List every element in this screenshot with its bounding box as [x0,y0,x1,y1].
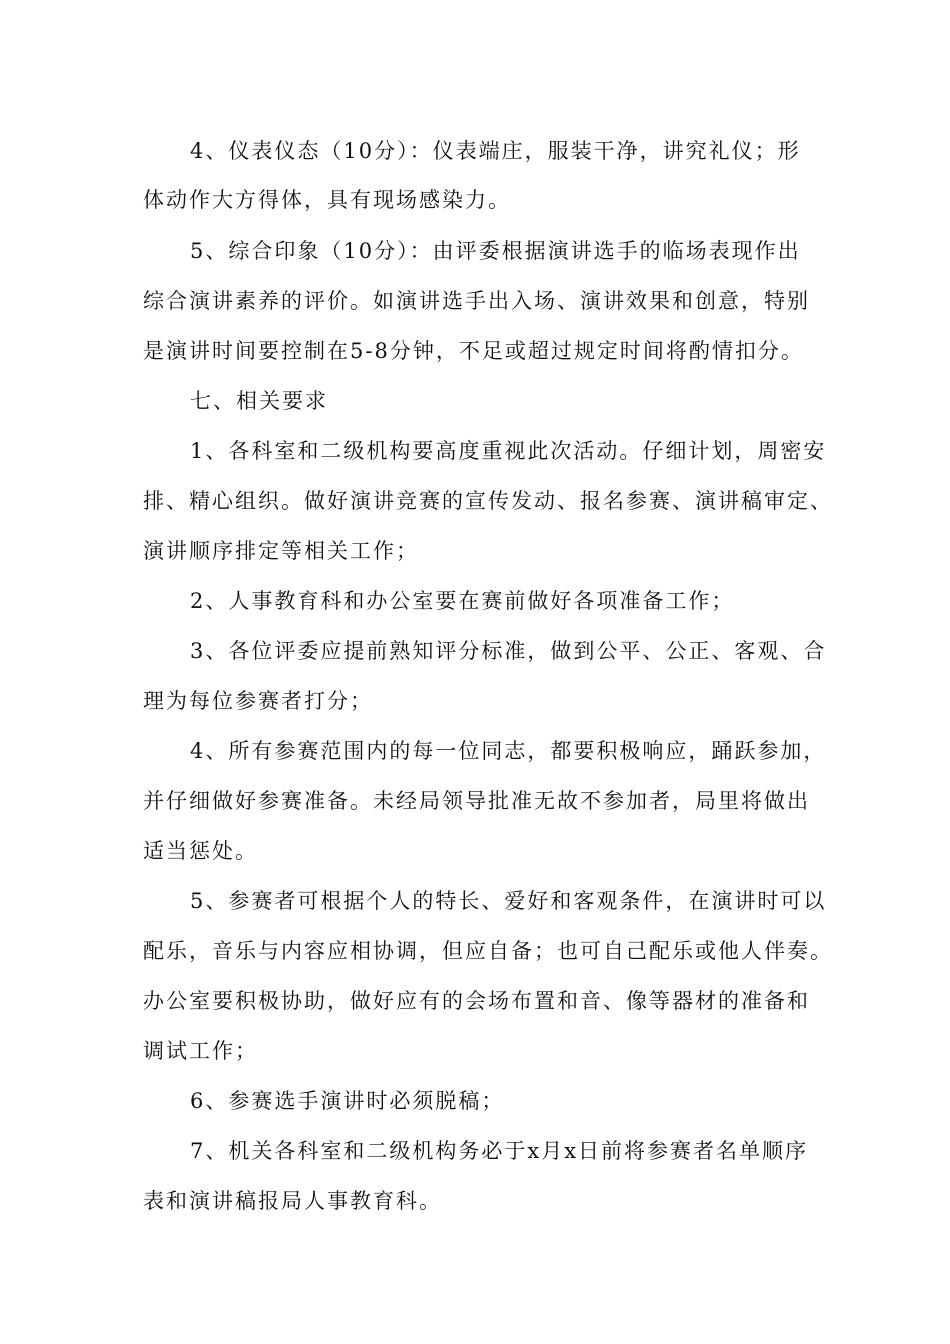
text-line: 5、参赛者可根据个人的特长、爱好和客观条件，在演讲时可以 [190,889,827,913]
text-line: 3、各位评委应提前熟知评分标准，做到公平、公正、客观、合 [190,639,827,663]
text-line: 6、参赛选手演讲时必须脱稿； [190,1089,505,1113]
text-line: 4、所有参赛范围内的每一位同志，都要积极响应，踊跃参加， [190,739,827,763]
text-line: 综合演讲素养的评价。如演讲选手出入场、演讲效果和创意，特别 [143,289,810,313]
text-line: 表和演讲稿报局人事教育科。 [143,1189,442,1213]
text-line: 是演讲时间要控制在5-8分钟，不足或超过规定时间将酌情扣分。 [143,339,804,363]
text-line: 排、精心组织。做好演讲竞赛的宣传发动、报名参赛、演讲稿审定、 [143,489,833,513]
text-line: 办公室要积极协助，做好应有的会场布置和音、像等器材的准备和 [143,989,810,1013]
text-line: 调试工作； [143,1039,258,1063]
section-heading: 七、相关要求 [190,389,328,413]
text-line: 理为每位参赛者打分； [143,689,373,713]
text-line: 适当惩处。 [143,839,258,863]
text-line: 7、机关各科室和二级机构务必于x月x日前将参赛者名单顺序 [190,1139,809,1163]
text-line: 配乐，音乐与内容应相协调，但应自备；也可自己配乐或他人伴奏。 [143,939,833,963]
text-line: 演讲顺序排定等相关工作； [143,539,419,563]
text-line: 1、各科室和二级机构要高度重视此次活动。仔细计划，周密安 [190,439,827,463]
text-line: 并仔细做好参赛准备。未经局领导批准无故不参加者，局里将做出 [143,789,810,813]
text-line: 5、综合印象（10分）：由评委根据演讲选手的临场表现作出 [190,239,801,263]
text-line: 体动作大方得体，具有现场感染力。 [143,188,511,212]
text-line: 2、人事教育科和办公室要在赛前做好各项准备工作； [190,589,735,613]
text-line: 4、仪表仪态（10分）：仪表端庄，服装干净，讲究礼仪；形 [190,139,801,163]
